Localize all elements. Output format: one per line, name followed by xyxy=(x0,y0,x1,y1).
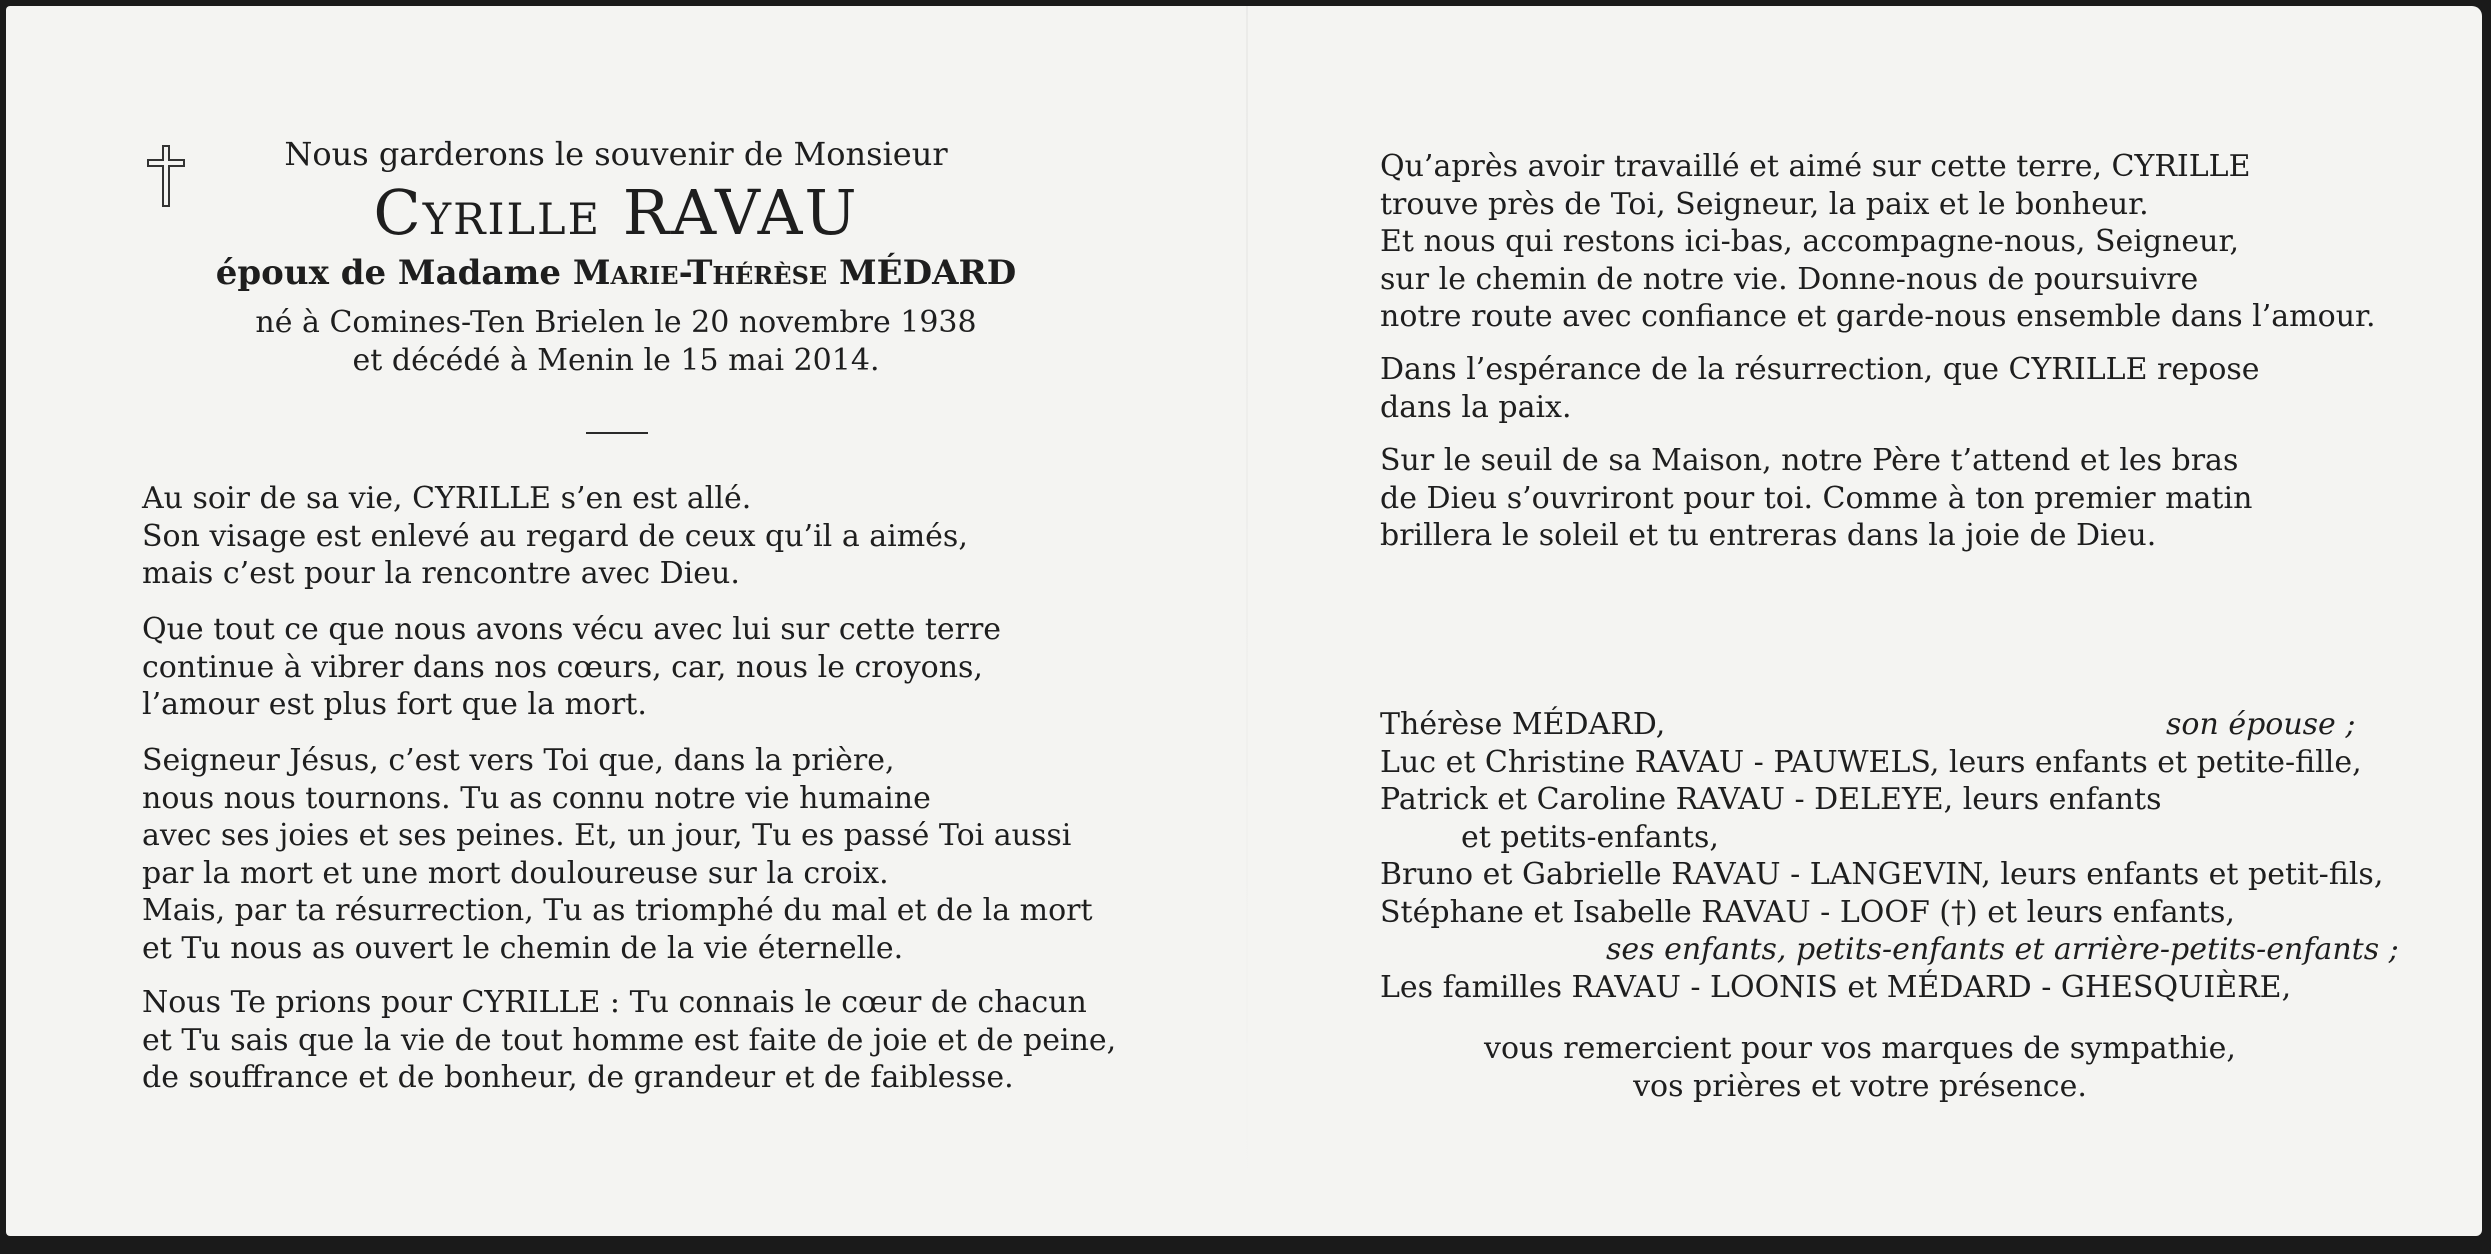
card-fold xyxy=(1246,6,1248,1236)
family-line-4: et petits-enfants, xyxy=(1461,820,1719,855)
left-paragraph-4: Nous Te prions pour CYRILLE : Tu connais le cœur de chacun et Tu sais que la vie de tout homme est faite de joie et de peine, de souffrance et de bonheur, de grandeur et de faiblesse. xyxy=(142,985,1117,1095)
family-line-5: Bruno et Gabrielle RAVAU - LANGEVIN, leurs enfants et petit-fils, xyxy=(1380,857,2384,892)
thanks-line-1: vous remercient pour vos marques de sympathie, xyxy=(1484,1031,2236,1066)
family-line-8: Les familles RAVAU - LOONIS et MÉDARD - GHESQUIÈRE, xyxy=(1380,970,2292,1005)
family-line-6: Stéphane et Isabelle RAVAU - LOOF (†) et leurs enfants, xyxy=(1380,895,2235,930)
right-paragraph-2: Dans l’espérance de la résurrection, que CYRILLE repose dans la paix. xyxy=(1380,352,2260,425)
intro-line: Nous garderons le souvenir de Monsieur xyxy=(284,135,948,173)
thanks-line-2: vos prières et votre présence. xyxy=(1633,1068,2087,1104)
family-role-spouse: son épouse ; xyxy=(2166,707,2356,742)
deceased-name xyxy=(206,178,1026,248)
deceased-last-name: RAVAU xyxy=(622,176,859,249)
spouse-prefix: époux de Madame xyxy=(215,253,573,293)
header-block xyxy=(206,134,1026,379)
family-line-3: Patrick et Caroline RAVAU - DELEYE, leurs enfants xyxy=(1380,782,2162,817)
memorial-card xyxy=(6,6,2482,1236)
spouse-line xyxy=(206,252,1026,294)
left-paragraph-2: Que tout ce que nous avons vécu avec lui sur cette terre continue à vibrer dans nos cœurs, car, nous le croyons, l’amour est plus fort que la mort. xyxy=(142,612,1002,722)
right-paragraph-1: Qu’après avoir travaillé et aimé sur cette terre, CYRILLE trouve près de Toi, Seigneur, la paix et le bonheur. Et nous qui restons ici-bas, accompagne-nous, Seigneur, sur le chemin de notre vie. Donne-nous de poursuivre notre route avec confiance et garde-nous ensemble dans l’amour. xyxy=(1380,149,2376,334)
spouse-first-name: Marie-Thérèse xyxy=(572,253,828,293)
family-line-2: Luc et Christine RAVAU - PAUWELS, leurs enfants et petite-fille, xyxy=(1380,745,2362,780)
spouse-last-name: MÉDARD xyxy=(839,253,1017,293)
header-divider xyxy=(586,432,648,434)
family-line-1: Thérèse MÉDARD, xyxy=(1380,707,1666,742)
family-line-7: ses enfants, petits-enfants et arrière-petits-enfants ; xyxy=(1606,932,2399,967)
thanks-block xyxy=(1380,1030,2340,1105)
right-paragraph-3: Sur le seuil de sa Maison, notre Père t’attend et les bras de Dieu s’ouvriront pour toi. Comme à ton premier matin brillera le soleil et tu entreras dans la joie de Dieu. xyxy=(1380,443,2253,553)
left-paragraph-1: Au soir de sa vie, CYRILLE s’en est allé. Son visage est enlevé au regard de ceux qu’il a aimés, mais c’est pour la rencontre avec Dieu. xyxy=(142,481,968,591)
death-line: et décédé à Menin le 15 mai 2014. xyxy=(352,342,880,378)
cross-icon xyxy=(144,144,188,208)
birth-line: né à Comines-Ten Brielen le 20 novembre 1938 xyxy=(255,305,977,340)
left-paragraph-3: Seigneur Jésus, c’est vers Toi que, dans la prière, nous nous tournons. Tu as connu notre vie humaine avec ses joies et ses peines. Et, un jour, Tu es passé Toi aussi par la mort et une mort douloureuse sur la croix. Mais, par ta résurrection, Tu as triomphé du mal et de la mort et Tu nous as ouvert le chemin de la vie éternelle. xyxy=(142,743,1093,966)
deceased-first-name: Cyrille xyxy=(373,176,601,249)
